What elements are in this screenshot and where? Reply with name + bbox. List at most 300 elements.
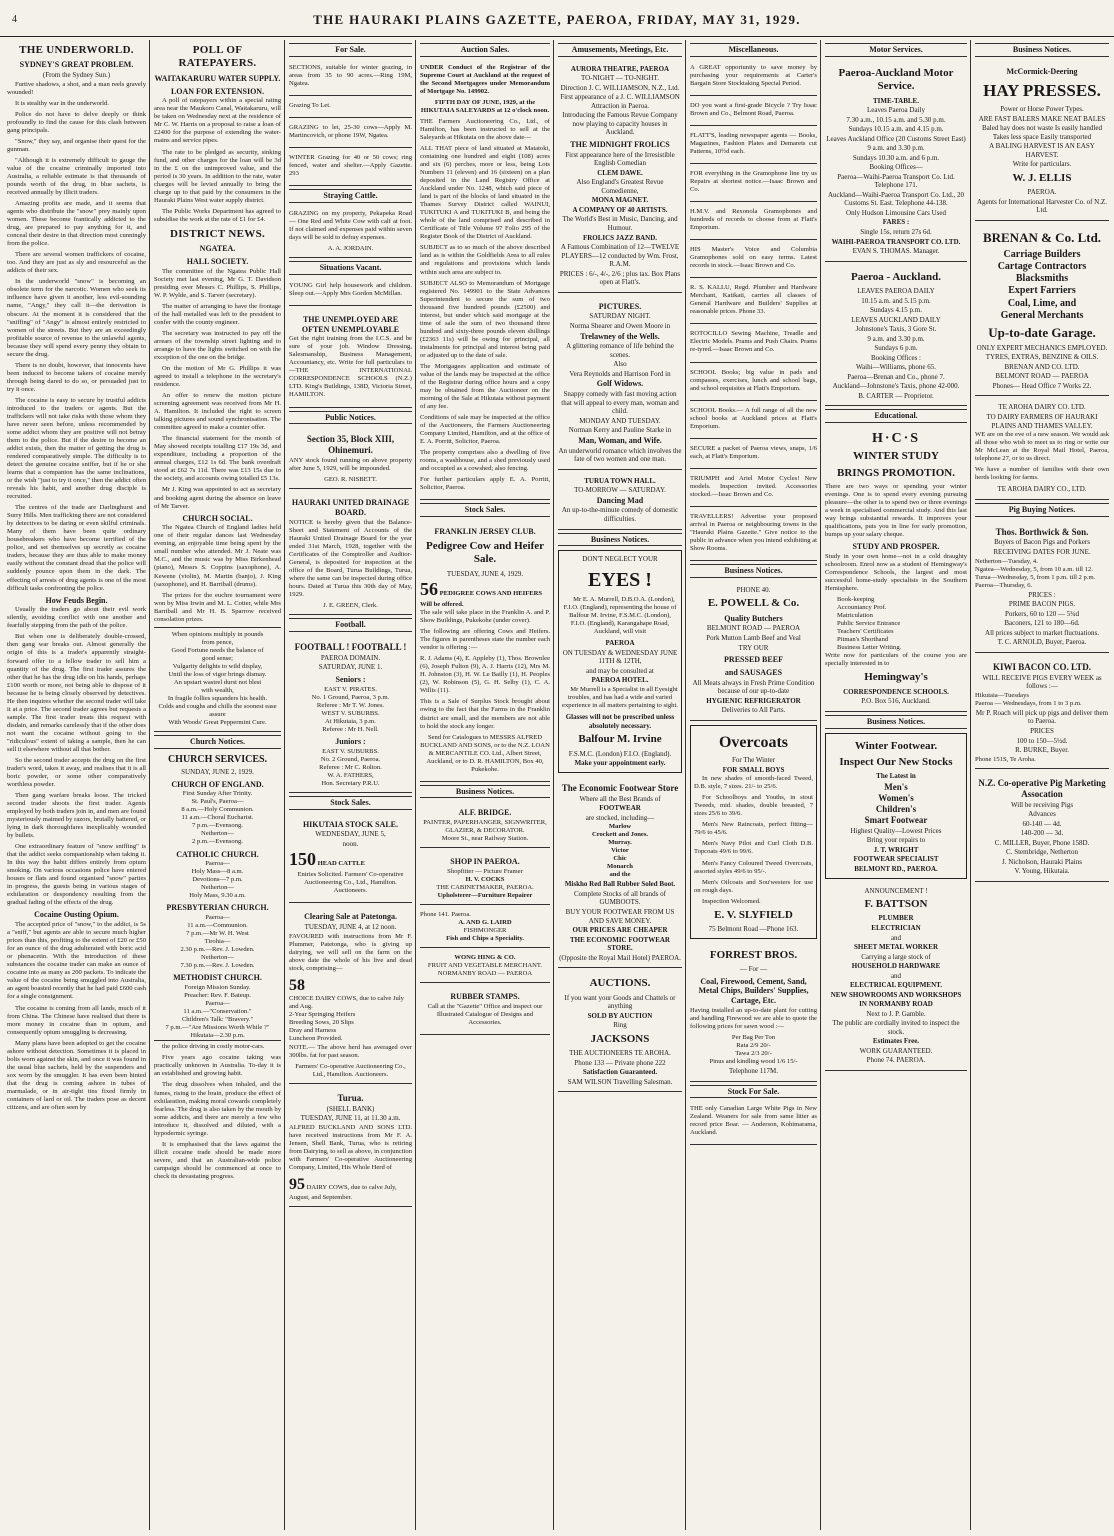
ad-headline: THE MIDNIGHT FROLICS [570, 140, 670, 149]
football-fixtures [289, 686, 412, 734]
section-header: Business Notices. [420, 785, 550, 799]
article-paragraph: The prizes for the euchre tournament were won by Miss Irwin and M. L. Cotter, while Mrs Barriball and Mr H. B. Sparrow received consolation prizes. [154, 591, 281, 623]
service-line: 11 a.m.—Communion. [187, 922, 248, 930]
classified-ad [289, 151, 412, 186]
classified-ad [690, 61, 817, 96]
classified-ad [690, 366, 817, 401]
text-line: W. A. FATHERS, [327, 771, 374, 779]
ad-text: NEW SHOWROOMS AND WORKSHOPS [830, 990, 962, 999]
borthwick-ad [975, 521, 1109, 653]
notice-title: Section 35, Block XIII, Ohinemuri. [306, 434, 395, 456]
ad-text: F.S.M.C. (London) F.I.O. (England). [568, 749, 672, 758]
ad-title: SHOP IN PAEROA. [450, 857, 520, 867]
ad-phone: Phone 151S, Te Aroha. [975, 755, 1036, 763]
ad-text: 9 a.m. and 3.30 p.m. [867, 144, 925, 153]
powell-ad [690, 582, 817, 721]
article-paragraph: Furtive shadows, a shot, and a man reels gravely wounded! [7, 80, 146, 96]
sale-date: TUESDAY, JUNE 4, at 12 noon. [304, 923, 397, 932]
text-line: good sense; [202, 654, 233, 662]
ad-text: If you want your Goods and Chattels or anything [564, 993, 676, 1011]
ad-text: Paeroa — Wednesdays, from 1 to 3 p.m. [975, 699, 1082, 707]
article-paragraph: There are several women traffickers of cocaine, too. And they are just as sly and resourceful as the addicts of their sex. [7, 251, 146, 275]
sale-text: For further particulars apply E. A. Porritt, Solicitor, Paeroa. [420, 476, 550, 492]
ad-name: FORREST BROS. [709, 948, 798, 961]
sale-date: TUESDAY, JUNE 4, 1929. [446, 569, 524, 578]
sale-count: 95 [289, 1175, 305, 1193]
ad-name: J. T. WRIGHT [873, 845, 919, 854]
ad-text: DO you want a first-grade Bicycle ? Try Issac Brown and Co., Belmont Road, Paeroa. [690, 101, 817, 117]
ad-text: Paeroa—Brenan and Co., phone 7. [847, 372, 945, 381]
ad-address: NORMANBY ROAD — PAEROA [437, 970, 533, 978]
ad-text: Where all the Best Brands of [579, 794, 661, 803]
ad-subhead: STUDY AND PROSPER. [852, 542, 940, 552]
ad-text: All Meats always in Fresh Prime Condition because of our up-to-date [692, 678, 815, 696]
classified-ad [289, 121, 412, 148]
article-paragraph: Amazing profits are made, and it seems that agents who distribute the "snow" prey mainly upon women. These become frantically addicted to the drug, are prepared to pay anything for it, and conceal their desire in that direction most cunningly from the police. [7, 200, 146, 248]
text-line: Accountancy Prof. [837, 604, 887, 612]
ad-text: WAIHI-PAEROA TRANSPORT CO. LTD. [831, 237, 961, 246]
ad-name: N.Z. Co-operative Pig Marketing Assocation [978, 777, 1106, 799]
classified-ad [690, 205, 817, 240]
rubber-ad [420, 986, 550, 1035]
overcoats-ad [690, 725, 817, 939]
ad-text: FLATT'S, leading newspaper agents — Books, Magazines, Fashion Plates and Demarets cut Patterns, 10½d each. [690, 131, 817, 155]
column-rule [553, 40, 554, 1530]
sale-text: This is a Sale of Surplus Stock brought about owing to the fact that the Farms in the Franklin district are small, and the members are not able to hold the stock any longer. [420, 698, 550, 730]
classified-ad [289, 61, 412, 96]
sale-item: DAIRY COWS, due to calve July, August, and September. [289, 1183, 397, 1202]
aurora-ad [558, 61, 682, 293]
text-line: General Merchants [1000, 309, 1084, 321]
ad-text: Call at the "Gazette" Office and inspect our Illustrated Catalogue of Designs and Accessories. [427, 1003, 543, 1027]
classified-ad [690, 442, 817, 469]
ad-phone: Telephone 117M. [728, 1067, 779, 1076]
text-line: With Woods' Great Peppermint Cure. [168, 719, 267, 727]
church-services-title: CHURCH SERVICES. [167, 753, 268, 765]
jacksons-ad [558, 971, 682, 1092]
ad-name: CLEM DAWE. [597, 168, 643, 177]
article-body [154, 524, 281, 623]
brenan-ad [975, 224, 1109, 397]
jersey-sale [420, 521, 550, 782]
ad-address: BELMONT RD., PAEROA. [854, 864, 938, 873]
ad-dates [975, 558, 1109, 590]
sale-headline: Pedigree Cow and Heifer Sale. [425, 539, 545, 566]
article-subhead: Cocaine Ousting Opium. [34, 910, 119, 920]
turua-hall-ad [558, 473, 682, 530]
article-paragraph: There is no doubt, however, that innocents have been induced to become takers of cocaine merely through being dared to do so, or persuaded just to try it once. [7, 361, 146, 393]
ad-brand: McCormick-Deering [1006, 66, 1078, 76]
ad-text: SAM WILSON Travelling Salesman. [567, 1077, 673, 1086]
ad-items [694, 775, 813, 905]
ad-text: WILL RECEIVE PIGS EVERY WEEK as follows :— [982, 673, 1102, 691]
ad-address: P.O. Box 516, Auckland. [861, 697, 931, 706]
battson-ad [825, 883, 967, 1071]
ad-text: Complete Stocks of all brands of GUMBOOTS. [574, 889, 666, 907]
text-line: Crockett and Jones. [591, 831, 649, 839]
article-paragraph: One extraordinary feature of "snow sniffing" is that the addict seeks companionship when taking it. In this way the habit differs entirely from opium smoking. On various occasions police have entered houses or flats and found organised "snow" parties in progress, the guests being in various stages of exhilaration or despondency resulting from the gradual fading of the effects of the drug. [7, 843, 146, 907]
ad-name: E. V. SLYFIELD [714, 908, 793, 921]
ad-text: LEAVES PAEROA DAILY [857, 287, 935, 295]
ad-text: A COMPANY OF 40 ARTISTS. [572, 205, 668, 214]
hcs-logo: H·C·S [871, 431, 921, 447]
ad-text: PAEROA [605, 639, 635, 648]
ad-text: Direction J. C. WILLIAMSON, N.Z., Ltd. [560, 83, 680, 92]
sale-date: FIFTH DAY OF JUNE, 1929, at the HIKUTAIA SALEYARDS at 12 o'clock noon. [420, 98, 550, 114]
article-paragraph: On the motion of Mr G. Phillips it was agreed to install a telephone in the secretary's residence. [154, 365, 281, 389]
forrest-ad [690, 943, 817, 1082]
text-line: CHOICE DAIRY COWS, due to calve July and Aug. [289, 995, 404, 1011]
sale-text: The Mortgagees application and estimate of value of the lands may be inspected at the office of the Registrar during office hours and a copy may be obtained from the Auctioneer on the morning of the Sale at Hikutaia without payment of any fee. [420, 362, 550, 410]
service-line: 2 p.m.—Evensong. [192, 838, 243, 846]
ad-name: WONG HING & CO. [454, 954, 516, 962]
ad-headline: THE UNEMPLOYED ARE OFTEN UNEMPLOYABLE [301, 314, 400, 334]
ad-signature: T. C. ARNOLD, Buyer, Paeroa. [997, 638, 1087, 647]
ad-text: MONDAY AND TUESDAY. [579, 416, 661, 425]
ad-title: Paeroa-Auckland Motor Service. [838, 66, 954, 93]
section-header: Straying Cattle. [289, 189, 412, 203]
ad-text: Power or Horse Power Types. [1000, 105, 1084, 114]
clearing-sale [289, 906, 412, 1083]
text-line: Marlow [608, 823, 632, 831]
ad-title: TURUA TOWN HALL. [584, 476, 656, 485]
article-paragraph: The financial statement for the month of May showed receipts totalling £17 19s 3d, and expenditure, including a proportion of the annual charges, £12 1s 6d. The bank overdraft stood at £62 7s 11d. There was £13 15s due to the society, and accounts owing totalled £5 13s. [154, 435, 281, 483]
church-name: CHURCH OF ENGLAND. [171, 779, 264, 789]
sale-title: Turua. [337, 1092, 364, 1103]
article-paragraph: A poll of ratepayers within a special rating area near the Maukoro Canal, Waitakaruru, will be taken on Wednesday next at the residence of Mr C. W. Harris on a proposal to raise a loan of £2400 for the purpose of extending the water-mains and service pipes. [154, 97, 281, 145]
article-paragraph: "Although it is extremely difficult to gauge the value of the cocaine criminally imported into Australia, a reliable estimate is that thousands of pounds worth of the drug, in blue sachets, is received annually by illicit traders. [7, 156, 146, 197]
ad-text: Grazing To Let. [289, 101, 331, 109]
text-line: Coal, Lime, and [1007, 297, 1077, 309]
ad-text: An underworld romance which involves the fate of two women and one man. [558, 446, 682, 464]
article-paragraph: For Schoolboys and Youths, in stout Tweeds, mid. shades, double breasted, 7 sizes 25/6 to 39/6. [694, 794, 813, 818]
text-line: Public Service Entrance [837, 620, 901, 628]
section-header: Church Notices. [154, 735, 281, 749]
ad-text: ONLY EXPERT MECHANICS EMPLOYED. [976, 343, 1108, 352]
ad-text: Waihi—Williams, phone 65. [855, 363, 937, 372]
article-paragraph: "Snow," they say, and organise their quest for the gunman. [7, 137, 146, 153]
laird-ad [420, 908, 550, 948]
ad-text: FOR SMALL BOYS [722, 765, 785, 774]
sale-text: The following are offering Cows and Heifers. The figures in parentheses state the number each vendor is offering :— [420, 628, 550, 652]
text-line: Teachers' Certificates [837, 628, 894, 636]
article-paragraph: In new shades of smooth-faced Tweed, D.B. style, 7 sizes. 21/- to 25/6. [694, 775, 813, 791]
sale-item: PEDIGREE COWS AND HEIFERS Will be offered. [420, 590, 543, 609]
ad-text: HOUSEHOLD HARDWARE [851, 962, 941, 971]
ad-name: H. V. COCKS [465, 876, 505, 884]
text-line: and the [609, 871, 631, 879]
sale-title: FRANKLIN JERSEY CLUB. [434, 527, 536, 537]
section-header: Business Notices. [558, 533, 682, 547]
ad-title: ALF. BRIDGE. [458, 808, 512, 818]
text-line: Murray. [608, 839, 632, 847]
ad-text: BUY YOUR FOOTWEAR FROM US AND SAVE MONEY. [565, 907, 675, 925]
ad-signature: C. MILLER, Buyer, Phone 158D. [994, 838, 1090, 847]
section-headline: DISTRICT NEWS. [169, 227, 266, 240]
service-line: Preacher: Rev. F. Bateup. [184, 992, 251, 1000]
section-header: Miscellaneous. [690, 43, 817, 57]
service-line: Holy Mass, 9.30 a.m. [189, 892, 246, 900]
ad-name: KIWI BACON CO. LTD. [993, 661, 1091, 672]
ad-text: PRICES [1030, 727, 1054, 736]
ad-signature: TE AROHA DAIRY CO., LTD. [997, 485, 1087, 494]
ad-title: TE AROHA DAIRY CO. LTD. [998, 403, 1086, 412]
church-services-date: SUNDAY, JUNE 2, 1929. [181, 768, 254, 776]
article-paragraph: The accepted price of "snow," to the addict, is 5s a "sniff," but agents are able to secure much higher prices than this, profiting to the extent of £20 or £50 for an ounce of the drug adulterated with boric acid or phenacetin. With the introduction of these substances the cocaine trader can make an ounce of cocaine into as many as 200 packets. To indicate the value of the cocaine being smuggled into Australia, an agent boasted recently that he had paid £600 cash for a single consignment. [7, 921, 146, 1001]
service-line: Paeroa— [205, 914, 230, 922]
wright-ad [825, 733, 967, 879]
article-credit: (From the Sydney Sun.) [42, 71, 111, 80]
article-subhead: WAITAKARURU WATER SUPPLY. [154, 73, 281, 83]
article-paragraph: It is stealthy war in the underworld. [15, 99, 109, 107]
text-line: Pitman's Shorthand [837, 636, 889, 644]
ad-text: We have a number of families with their own herds looking for farms. [975, 466, 1109, 482]
ad-name: BRENAN & Co. Ltd. [982, 229, 1102, 245]
column-rule [415, 40, 416, 1530]
sale-count: 58 [289, 976, 305, 994]
ad-phone: Phone 133 — Private phone 222 [574, 1058, 666, 1067]
ad-text: 10.15 a.m. and 5.15 p.m. [861, 296, 931, 305]
ad-text: Sundays 10.15 a.m. and 4.15 p.m. [848, 125, 944, 134]
ad-phone: Phone 141. Paeroa. [420, 911, 471, 919]
column-auctions [417, 40, 553, 1530]
article-subhead: How Feuds Begin. [45, 595, 108, 605]
ad-text: FOOTWEAR [599, 804, 641, 813]
ad-headline: WINTER STUDY [853, 450, 939, 463]
article-paragraph: It is emphasised that the laws against the illicit cocaine trade should be made more severe, and that an Australian-wide police campaign should be commenced at once to check its devastating progress. [154, 1140, 281, 1180]
peppermint-ad [154, 627, 281, 732]
ad-text: Snappy comedy with fast moving action that will appeal to every man, woman and child. [561, 390, 679, 416]
article-paragraph: The rate to be pledged as security, sinking fund, and other charges for the loan will be 3d in the £ on the unimproved value, and the period is 30 years. In addition to the rate, water charges will be levied annually to bring the charge up to that paid by the consumers in the Hauraki Plains West water supply district. [154, 148, 281, 204]
text-line: Carriage Builders [1003, 248, 1081, 260]
ad-signature: R. BURKE, Buyer. [1015, 746, 1069, 755]
church-name: METHODIST CHURCH. [173, 973, 262, 983]
classified-ad [690, 472, 817, 507]
ad-text: Bring your repairs to [866, 836, 926, 845]
ad-text: Carrying a large stock of [861, 952, 931, 961]
ad-title: The Economic Footwear Store [561, 782, 679, 793]
text-line: Book-keeping [837, 596, 875, 604]
ad-text: 60-140 — 4d. [1022, 819, 1062, 828]
ad-text: TRY OUR [738, 643, 769, 652]
text-line: Women's [878, 792, 914, 803]
text-line: Luncheon Provided. [289, 1035, 343, 1043]
economic-footwear-ad [558, 777, 682, 969]
ad-headline: EYES ! [588, 568, 652, 591]
service-line: Paeroa— [205, 1000, 230, 1008]
ad-text: SHEET METAL WORKER [853, 943, 939, 952]
text-line: Dray and Harness [289, 1027, 337, 1035]
ad-text: An up-to-the-minute comedy of domestic difficulties. [561, 506, 679, 523]
masthead [0, 0, 1114, 37]
ad-table-head: Per Bag Per Ton [731, 1033, 776, 1041]
ad-text: PRICES : [1028, 590, 1056, 599]
ad-text: (Opposite the Royal Mail Hotel) PAEROA. [559, 953, 681, 962]
text-line: Until the loss of vigor brings dismay. [168, 670, 267, 678]
ad-name: Thos. Borthwick & Son. [995, 526, 1089, 537]
ad-text: There are two ways or spending your winter evenings. One is to spend every evening pursuing pleasure—the other is to spend two or three evenings a week in specialised commercial study. And this last way brings substantial rewards. It improves your qualifications, puts you in line for early promotion, bumps up your salary cheque. [825, 483, 967, 539]
article-subhead: SYDNEY'S GREAT PROBLEM. [19, 60, 134, 70]
text-line: assure [209, 711, 226, 718]
ad-text: Single 15s, return 27s 6d. [860, 228, 932, 236]
ad-text: Highest Quality—Lowest Prices [850, 826, 942, 835]
sale-text: SUBJECT as to so much of the above described land as is within the Goldfields Area to all rules and regulations and provisions which lands within such area are subject to. [420, 244, 550, 276]
ad-text: Auckland—Waihi-Paeroa Transport Co. Ltd., 20 Customs St. East. Telephone 44-138. [827, 190, 965, 208]
text-line: EAST V. PIRATES. [324, 685, 377, 693]
sale-text: R. J. Adams (4), E. Appleby (1), Thos. Brownlee (6), Joseph Fulton (9), A. J. Harris (12), Mrs M. H. Johnston (3), H. W. Le Bailly (1), H. Peoples (2), W. Robinson (5), G. H. Selby (1), C. A. Willis (11). [420, 655, 550, 695]
ad-text: Estimates Free. [872, 1037, 920, 1046]
ad-text: A BALING HARVEST IS AN EASY HARVEST. [989, 142, 1095, 159]
text-line: Vulgarity delights to wild display, [172, 662, 263, 670]
ad-text: PRIME BACON PIGS. [1008, 600, 1076, 609]
ad-text: 140-200 — 3d. [1020, 829, 1064, 838]
notice-signature: J. E. GREEN, Clerk. [323, 602, 378, 610]
ad-text: Advances [1028, 810, 1056, 819]
article-paragraph: Police do not have to delve deeply or think profoundly to find the cause for this clash between gang principals. [7, 110, 146, 134]
section-header: Business Notices. [825, 715, 967, 729]
article-paragraph: Men's Oilcoats and Sou'westers for use on rough days. [694, 878, 813, 894]
column-miscellaneous [687, 40, 820, 1530]
ad-text: SECURE a packet of Paeroa views, snaps, 1/6 each, at Flatt's Emporium. [690, 444, 817, 460]
column-rule [820, 40, 821, 1530]
ad-text: Norma Shearer and Owen Moore in [569, 322, 671, 330]
ad-text: Will be receiving Pigs [1010, 800, 1074, 809]
text-line: Netherton—Tuesday, 4. [975, 557, 1038, 565]
text-line: Cartage Contractors [997, 261, 1087, 272]
ad-text: TRIUMPH and Ariel Motor Cycles! New models. Inspection invited. Accessories stocked.—Issac Brown and Co. [690, 474, 817, 498]
ad-text: C. Stembridge, Netherton [1006, 848, 1078, 857]
ad-text: First appearance of a J. C. WILLIAMSON Attraction in Paeroa. [560, 93, 680, 110]
church-name: PRESBYTERIAN CHURCH. [166, 903, 269, 913]
article-body [7, 921, 146, 1112]
ad-title: RUBBER STAMPS. [450, 992, 520, 1002]
text-line: When opinions multiply in pounds [171, 630, 264, 638]
sale-auctioneer: Farmers' Co-operative Auctioneering Co., Ltd., Hamilton. Auctioneers. [295, 1062, 406, 1078]
ad-film: Golf Widows. [596, 379, 644, 389]
sale-text: ALFRED BUCKLAND AND SONS LTD. have received instructions from Mr F. A. Jensen, Shell Bank, Turua, who is retiring from Dairying, to sell as above, in conjunction with Farmers' Co-operative Auctioneering Company, Limited, His Whole Herd of [289, 1123, 412, 1171]
ad-title: AURORA THEATRE, PAEROA [570, 64, 670, 73]
notice-text: ANY stock found running on above property after June 5, 1929, will be impounded. [289, 457, 412, 473]
article-paragraph: The Public Works Department has agreed to subsidise the work at the rate of £1 for £4. [154, 207, 281, 223]
ad-film: Dancing Mad [596, 495, 644, 505]
ad-text: For The Winter [731, 756, 775, 765]
article-paragraph: Men's Fancy Coloured Tweed Overcoats, assorted styles 49/6 to 95/-. [694, 859, 813, 875]
text-line: with wealth, [201, 686, 234, 694]
article-paragraph: The matter of arranging to have the frontage of the hall metalled was left to the president to confer with the county engineer. [154, 302, 281, 326]
pigs-ad [690, 1102, 817, 1145]
ad-text: ON TUESDAY & WEDNESDAY JUNE 11TH & 12TH, [562, 648, 678, 666]
football-venue: PAEROA DOMAIN. [320, 653, 381, 662]
column-rule [149, 40, 150, 1530]
motor-service-ad [825, 61, 967, 262]
ad-text: Sundays 10.30 a.m. and 6 p.m. [852, 153, 940, 162]
text-line: Colds and coughs and chills the soonest ease [158, 702, 277, 710]
text-line: WEST V. SUBURBS. [321, 709, 380, 717]
service-line: Netherton— [201, 830, 234, 838]
ad-text: SATURDAY NIGHT. [589, 312, 651, 321]
article-paragraph: The committee of the Ngatea Public Hall Society met last evening, Mr G. T. Davidson presiding over Messrs C. Phillips, S. Phillips, W. P. Wylde, and S. Tarver (secretary). [154, 267, 281, 299]
text-line: In fragile follies squanders his health. [167, 694, 268, 702]
ad-text: Write now for particulars of the course you are specially interested in to [825, 652, 967, 668]
ad-text: TO DAIRY FARMERS OF HAURAKI PLAINS AND THAMES VALLEY. [986, 412, 1098, 430]
ad-text: Booking Offices : [870, 353, 922, 362]
kiwi-ad [975, 656, 1109, 769]
notice-drainage [289, 492, 412, 615]
article-paragraph: An offer to renew the motion picture screening agreement was received from Mr H. A. Hamilton. It included the right to screen talking pictures and sound synchronisation. The committee agreed to make a counter offer. [154, 392, 281, 432]
article-paragraph: the police driving in costly motor-cars. [162, 1043, 265, 1051]
section-header: Auction Sales. [420, 43, 550, 57]
ad-title: AUCTIONS. [589, 977, 651, 990]
service-line: 11 a.m.—"Conservation." [183, 1008, 252, 1016]
ad-text: WORK GUARANTEED. [859, 1046, 933, 1055]
ad-text: 100 to 150—5½d. [1016, 736, 1068, 745]
article-body [7, 606, 146, 907]
classified-ad [289, 99, 412, 118]
sale-date: TUESDAY, JUNE 11, at 11.30 a.m. [300, 1114, 401, 1123]
article-paragraph: The Ngatea Church of England ladies held one of their regular dances last Wednesday evening, an enjoyable time being spent by the small number who attended. Mr J. Neate was M.C., and the music was by Miss Birkenhead (piano), Messrs S. Coppins (saxophone), A. Kewene (violin), M. Martin (banjo), J. King (saxophone), and H. Barriball (drums). [154, 524, 281, 588]
ad-list [829, 782, 963, 826]
ad-film: Trelawney of the Wells. [580, 331, 660, 341]
paeroa-auckland-ad [825, 265, 967, 407]
ad-text: TIME-TABLE. [873, 96, 919, 105]
ad-text: The public are cordially invited to inspect the stock. [832, 1019, 960, 1036]
football-notice [289, 636, 412, 793]
article-subhead: LOAN FOR EXTENSION. [170, 86, 265, 96]
ad-text: WINTER Grazing for 40 or 50 cows; ring fenced, water and shelter.—Apply Gazette. 293 [289, 153, 412, 177]
ad-text: HIS Master's Voice and Columbia Gramophones sold on easy terms. Latest records in stock.—Isaac Brown and Co. [690, 246, 817, 270]
ad-text: Buyers of Bacon Pigs and Porkers [994, 538, 1090, 547]
article-paragraph: But when one is deliberately double-crossed, then gang war breaks out. Almost generally the origin of this is a trader's apparently straight-forward offer to a fellow trader to sell him a quantity of the drug. The first trader assures the other that he has the drug idle on his hands, perhaps £100 worth or more, not being able to dispose of it because he is being closely observed by detectives. He then inquires whether the second trader will take it at a price. The second trader agrees but requests a sample. The first trader treats this request with disdain, and remarks carelessly that if the other does not want the cocaine without going to the "ridiculous" extent of taking a sample, then he can sell it elsewhere without all that bother. [7, 633, 146, 753]
ad-text: FARES : [882, 218, 910, 227]
article-headline: POLL OF RATEPAYERS. [178, 44, 257, 70]
ad-text: HYGIENIC REFRIGERATOR [706, 696, 801, 705]
column-ratepayers [151, 40, 284, 1530]
pictures-ad [558, 296, 682, 470]
article-paragraph: Inspection Welcomed. [702, 897, 761, 905]
ad-address: 75 Belmont Road —Phone 163. [708, 925, 799, 934]
ad-text: Pork Mutton Lamb Beef and Veal [706, 633, 801, 642]
ad-name: MONA MAGNET. [591, 196, 649, 205]
column-rule [284, 40, 285, 1530]
article-paragraph: Then gang warfare breaks loose. The tricked second trader shoots the first trader. Agents employed by both traders join in, and men are found mysteriously maimed by razors, brutally battered, or lying in dark thoroughfares inexplicably wounded by bullets. [7, 792, 146, 840]
text-line: EAST V. SUBURBS. [322, 747, 379, 755]
sale-title: HIKUTAIA STOCK SALE. [302, 819, 399, 829]
sale-text: ALL THAT piece of land situated at Matatoki, containing one hundred and eight (108) acres and six (6) perches, more or less, being Lots Numbers 11 (eleven) and 16 (sixteen) on a plan deposited in the Land Registry Office at Auckland under No. 1248, which said piece of land is part of the blocks of land situated in the Thames Survey District called WAINUI, TUKITUKI A and TUKITUKI B, and being the whole of the land comprised and described in Certificate of Title Volume 97 Folio 295 of the Register Book of the District of Auckland. [420, 145, 550, 241]
straying-ad [289, 207, 412, 258]
ad-text: Paeroa—Waihi-Paeroa Transport Co. Ltd. Telephone 171. [837, 172, 955, 190]
ad-text: and SAUSAGES [724, 667, 783, 677]
classified-ad [690, 129, 817, 164]
masthead-title: THE HAURAKI PLAINS GAZETTE, PAEROA, FRIDAY, MAY 31, 1929. [313, 12, 801, 27]
column-rule [685, 40, 686, 1530]
classified-ad [690, 243, 817, 278]
ad-address: BELMONT ROAD — PAEROA [706, 624, 801, 633]
service-line: Paeroa— [205, 860, 230, 868]
ad-text: Having installed an up-to-date plant for cutting and handling Firewood we are able to quote the following prices for sawn wood :— [690, 1006, 817, 1030]
ad-text: Write for particulars. [1012, 160, 1072, 169]
article-paragraph: Five years ago cocaine taking was practically unknown in Australia. To-day it is an established and growing habit. [154, 1054, 281, 1078]
section-header: Pig Buying Notices. [975, 503, 1109, 517]
ad-text: R. S. KALLU, Regd. Plumber and Hardware Merchant, Katikati, carries all classes of General Hardware and Builders' Supplies at reasonable prices. Phone 33. [690, 284, 817, 316]
turua-sale [289, 1087, 412, 1208]
service-line: Holy Mass—8 a.m. [191, 868, 244, 876]
article-body [7, 81, 146, 593]
ad-text: TRAVELLERS! Advertise your proposed arrival in Paeroa or neighbouring towns in the "Hauraki Plains Gazette." Give notice to the public in advance when you intend exhibiting at Show Rooms. [690, 512, 817, 552]
ad-text: GRAZING on my property, Pekapeka Road — One Red and White Cow with calf at foot. If not claimed and expenses paid within seven days will be sold to defray expenses. [289, 209, 412, 241]
classified-ads [690, 61, 817, 561]
article-paragraph: Many plans have been adopted to get the cocaine ashore without detection. Sometimes it is placed in bolts worn against the skin, and once it was found in the usual blue sachets, held by the suspenders and sox worn by the smuggler. It has even been hinted that the drug is coming ashore in tubes of marmalade, or in air-tight tins fixed firmly in containers of lard or oil. The traders pose as decent citizens, and are often seen by [7, 1039, 146, 1111]
article-paragraph: Men's Navy Pilot and Curl Cloth D.B. Topcoats 49/6 to 99/6. [694, 840, 813, 856]
